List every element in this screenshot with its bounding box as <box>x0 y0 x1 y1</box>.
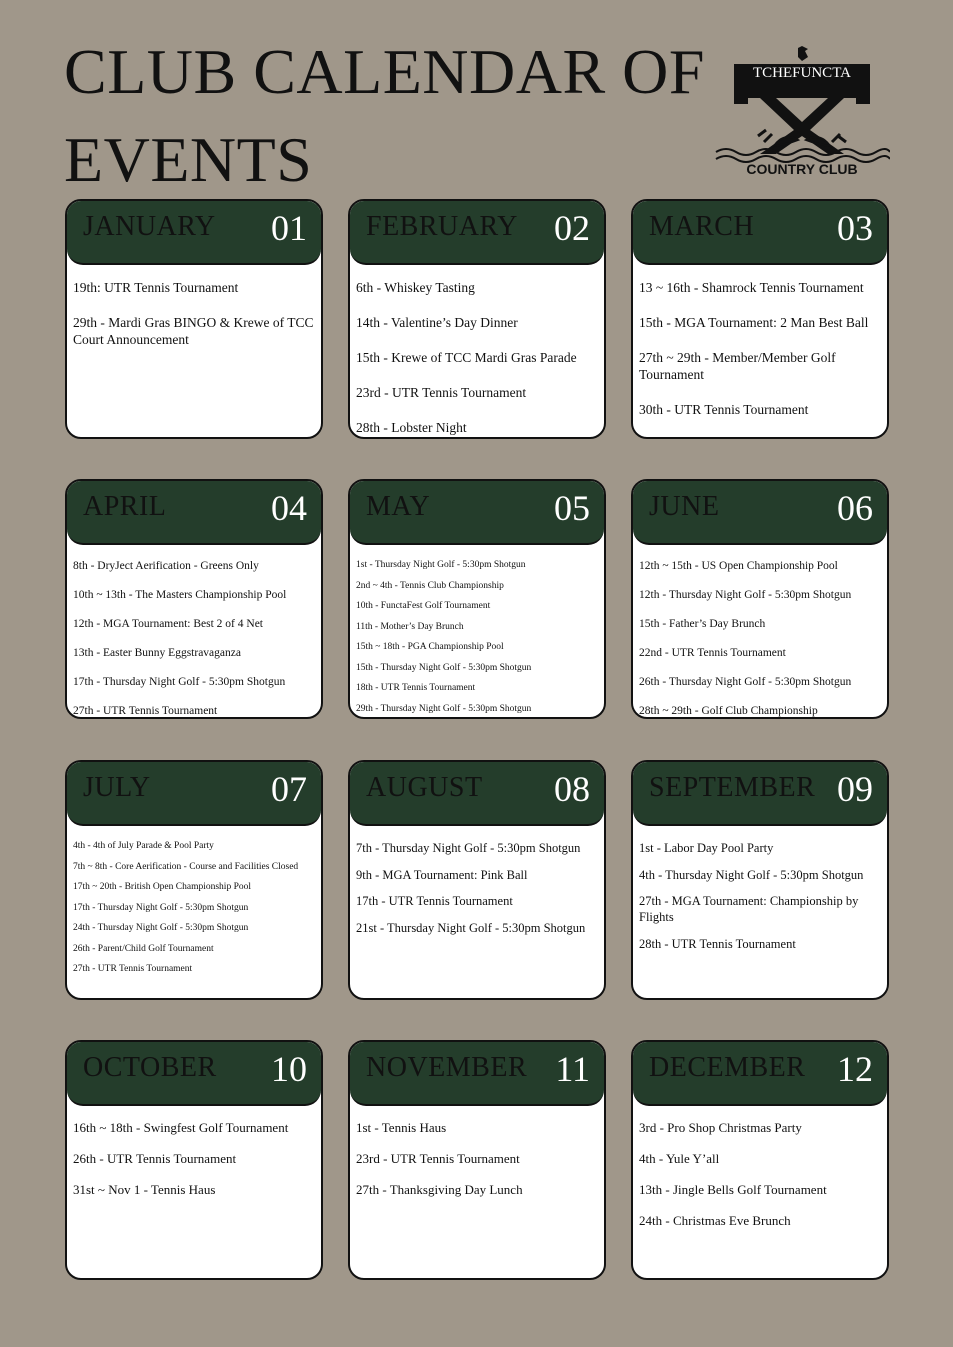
month-card-march <box>631 199 889 439</box>
month-name: JANUARY <box>83 211 216 242</box>
event-item: 27th - UTR Tennis Tournament <box>73 705 218 717</box>
event-item: 1st - Thursday Night Golf - 5:30pm Shotgun <box>356 560 526 570</box>
event-item: 28th - UTR Tennis Tournament <box>639 936 796 951</box>
month-number: 05 <box>554 488 590 528</box>
page-title: CLUB CALENDAR OF EVENTS <box>64 36 705 195</box>
event-item: 26th - UTR Tennis Tournament <box>73 1151 237 1166</box>
month-header <box>633 762 887 826</box>
event-item: 3rd - Pro Shop Christmas Party <box>639 1120 802 1135</box>
month-name: MARCH <box>649 211 755 242</box>
month-card-april <box>65 479 323 719</box>
event-item: 24th - Christmas Eve Brunch <box>639 1213 791 1228</box>
event-list <box>67 1106 321 1198</box>
event-item: 4th - Thursday Night Golf - 5:30pm Shotgun <box>639 867 864 882</box>
logo-bottom-text: COUNTRY CLUB <box>746 161 858 177</box>
month-number: 11 <box>555 1049 590 1089</box>
event-item: 28th - Lobster Night <box>356 420 467 435</box>
event-list <box>633 1106 887 1229</box>
event-item: 29th - Thursday Night Golf - 5:30pm Shotgun <box>356 703 532 714</box>
month-name: FEBRUARY <box>366 211 518 242</box>
event-item: 4th - Yule Y’all <box>639 1151 720 1166</box>
event-item: 12th ~ 15th - US Open Championship Pool <box>639 560 838 572</box>
event-item: 28th ~ 29th - Golf Club Championship <box>639 705 818 717</box>
month-number: 07 <box>271 769 307 809</box>
event-item: 27th - Thanksgiving Day Lunch <box>356 1182 523 1197</box>
event-item: 17th - UTR Tennis Tournament <box>356 894 513 908</box>
eagle-crest-icon <box>716 46 890 162</box>
month-card-october <box>65 1040 323 1280</box>
month-name: JUNE <box>649 491 720 522</box>
month-card-august <box>348 760 606 1000</box>
event-item: 29th - Mardi Gras BINGO & Krewe of TCC Court Announcement <box>73 315 314 347</box>
event-item: 27th ~ 29th - Member/Member Golf Tournament <box>639 350 836 382</box>
event-item: 26th - Parent/Child Golf Tournament <box>73 943 214 954</box>
month-number: 01 <box>271 208 307 248</box>
month-number: 08 <box>554 769 590 809</box>
month-name: OCTOBER <box>83 1052 217 1083</box>
month-header <box>633 1042 887 1106</box>
event-item: 10th ~ 13th - The Masters Championship Pool <box>73 589 287 601</box>
event-item: 31st ~ Nov 1 - Tennis Haus <box>73 1182 216 1197</box>
event-item: 14th - Valentine’s Day Dinner <box>356 315 518 330</box>
event-list <box>67 826 321 975</box>
event-list <box>67 545 321 718</box>
event-item: 30th - UTR Tennis Tournament <box>639 402 809 417</box>
event-item: 1st - Labor Day Pool Party <box>639 841 774 855</box>
month-name: APRIL <box>83 491 167 522</box>
month-name: MAY <box>366 491 431 522</box>
month-card-december <box>631 1040 889 1280</box>
month-card-july <box>65 760 323 1000</box>
month-name: SEPTEMBER <box>649 772 816 803</box>
event-item: 12th - MGA Tournament: Best 2 of 4 Net <box>73 618 263 630</box>
event-list <box>350 545 604 715</box>
month-header <box>350 481 604 545</box>
event-list <box>350 265 604 436</box>
event-item: 15th - Thursday Night Golf - 5:30pm Shotgun <box>356 662 532 673</box>
month-card-february <box>348 199 606 439</box>
month-number: 03 <box>837 208 873 248</box>
club-logo <box>714 46 890 182</box>
event-item: 27th - UTR Tennis Tournament <box>73 964 193 974</box>
month-number: 09 <box>837 769 873 809</box>
event-item: 23rd - UTR Tennis Tournament <box>356 1151 520 1166</box>
month-card-november <box>348 1040 606 1280</box>
event-item: 22nd - UTR Tennis Tournament <box>639 647 786 659</box>
month-number: 10 <box>271 1049 307 1089</box>
month-card-may <box>348 479 606 719</box>
month-name: NOVEMBER <box>366 1052 528 1083</box>
event-item: 13 ~ 16th - Shamrock Tennis Tournament <box>639 280 864 295</box>
event-item: 27th - MGA Tournament: Championship by Flights <box>639 894 859 924</box>
event-item: 21st - Thursday Night Golf - 5:30pm Shotgun <box>356 920 586 935</box>
event-item: 17th ~ 20th - British Open Championship Pool <box>73 882 251 892</box>
month-header <box>67 1042 321 1106</box>
event-list <box>633 265 887 418</box>
event-item: 7th ~ 8th - Core Aerification - Course and Facilities Closed <box>73 861 299 872</box>
event-item: 15th - Father’s Day Brunch <box>639 618 766 630</box>
event-list <box>633 826 887 952</box>
event-list <box>633 545 887 718</box>
event-item: 9th - MGA Tournament: Pink Ball <box>356 867 528 882</box>
event-item: 15th - Krewe of TCC Mardi Gras Parade <box>356 350 577 365</box>
event-item: 10th - FunctaFest Golf Tournament <box>356 601 491 611</box>
month-number: 04 <box>271 488 307 528</box>
month-header <box>67 762 321 826</box>
month-header <box>67 481 321 545</box>
event-item: 4th - 4th of July Parade & Pool Party <box>73 841 214 851</box>
event-item: 24th - Thursday Night Golf - 5:30pm Shotgun <box>73 923 249 933</box>
event-list <box>350 1106 604 1198</box>
event-item: 12th - Thursday Night Golf - 5:30pm Shotgun <box>639 589 852 601</box>
month-header <box>633 481 887 545</box>
month-header <box>350 1042 604 1106</box>
month-card-september <box>631 760 889 1000</box>
event-item: 19th: UTR Tennis Tournament <box>73 280 239 295</box>
month-header <box>350 201 604 265</box>
event-list <box>350 826 604 936</box>
event-item: 6th - Whiskey Tasting <box>356 280 475 295</box>
month-card-june <box>631 479 889 719</box>
month-name: AUGUST <box>366 772 483 803</box>
event-item: 1st - Tennis Haus <box>356 1120 447 1135</box>
month-header <box>350 762 604 826</box>
event-item: 23rd - UTR Tennis Tournament <box>356 385 527 400</box>
month-card-january <box>65 199 323 439</box>
month-header <box>633 201 887 265</box>
event-item: 17th - Thursday Night Golf - 5:30pm Shotgun <box>73 676 286 688</box>
event-item: 13th - Jingle Bells Golf Tournament <box>639 1182 827 1197</box>
event-item: 8th - DryJect Aerification - Greens Only <box>73 560 259 572</box>
event-item: 15th - MGA Tournament: 2 Man Best Ball <box>639 315 869 330</box>
month-number: 06 <box>837 488 873 528</box>
event-item: 15th ~ 18th - PGA Championship Pool <box>356 642 504 652</box>
event-item: 17th - Thursday Night Golf - 5:30pm Shotgun <box>73 902 249 913</box>
event-list <box>67 265 321 348</box>
event-item: 18th - UTR Tennis Tournament <box>356 683 476 693</box>
logo-top-text: TCHEFUNCTA <box>753 65 851 81</box>
event-item: 2nd ~ 4th - Tennis Club Championship <box>356 580 504 591</box>
month-header <box>67 201 321 265</box>
month-number: 02 <box>554 208 590 248</box>
month-number: 12 <box>837 1049 873 1089</box>
event-item: 13th - Easter Bunny Eggstravaganza <box>73 647 241 659</box>
month-name: JULY <box>83 772 151 803</box>
event-item: 7th - Thursday Night Golf - 5:30pm Shotgun <box>356 841 581 855</box>
month-name: DECEMBER <box>649 1052 806 1083</box>
event-item: 26th - Thursday Night Golf - 5:30pm Shotgun <box>639 676 852 688</box>
event-item: 11th - Mother’s Day Brunch <box>356 621 464 632</box>
event-item: 16th ~ 18th - Swingfest Golf Tournament <box>73 1120 289 1135</box>
